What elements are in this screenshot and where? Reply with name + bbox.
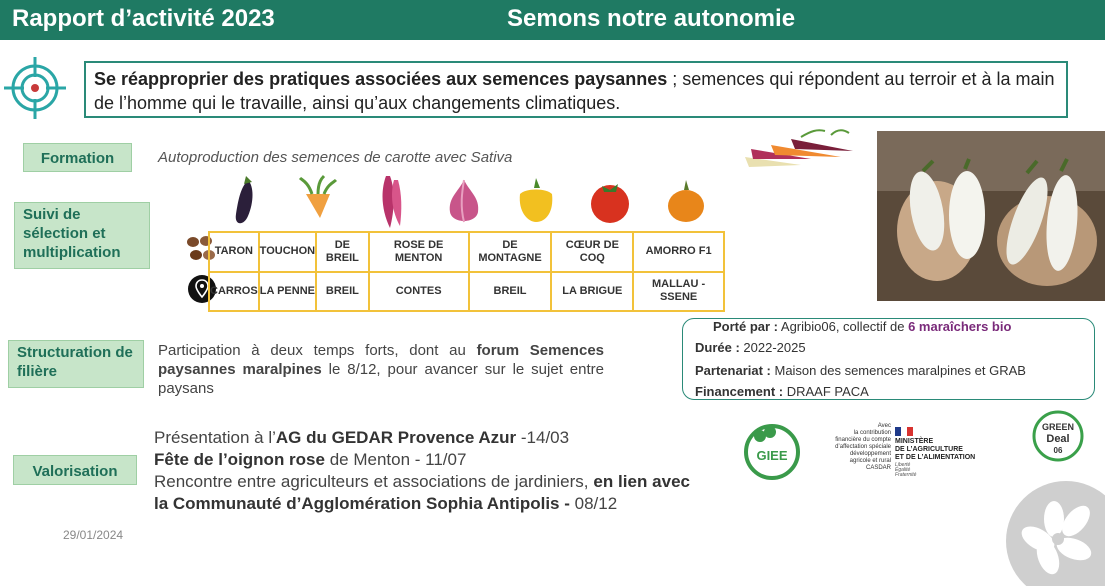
- variety-cell: CŒUR DE COQ: [551, 232, 633, 272]
- project-info-box: [682, 318, 1095, 400]
- variety-cell: TARON: [209, 232, 259, 272]
- val-l2a: Fête de l’oignon rose: [154, 450, 325, 469]
- partenariat-label: Partenariat :: [695, 363, 771, 378]
- porte-label: Porté par :: [713, 319, 779, 334]
- financement-line: [695, 384, 869, 399]
- val-l3a: Rencontre entre agriculteurs et associations de jardiniers,: [154, 472, 594, 491]
- green-deal-logo: [1030, 410, 1086, 462]
- ministere-line: MINISTÈRE: [895, 438, 934, 445]
- ministere-line: ET DE L’ALIMENTATION: [895, 454, 976, 461]
- republic-motto: [895, 463, 916, 478]
- place-cell: MALLAU -SSENE: [633, 272, 724, 312]
- bean-icon: [360, 172, 420, 230]
- formation-text: Autoproduction des semences de carotte avec Sativa: [158, 149, 513, 166]
- target-icon: [4, 57, 66, 119]
- squash-icon: [656, 172, 716, 230]
- duree-line: [695, 340, 806, 355]
- valorisation-line-3: [154, 471, 690, 515]
- document-date: 29/01/2024: [63, 528, 124, 542]
- structuration-text-2: le 8/12, pour avancer sur le sujet entre paysans: [158, 361, 604, 397]
- casdar-line: Avec: [877, 423, 891, 429]
- porte-value: Agribio06, collectif de: [778, 319, 909, 334]
- casdar-line: d’affectation spéciale: [835, 444, 891, 450]
- place-cell: CONTES: [369, 272, 469, 312]
- partenariat-value: Maison des semences maralpines et GRAB: [770, 363, 1026, 378]
- casdar-line: agricole et rural: [849, 458, 891, 464]
- tag-suivi: Suivi de sélection et multiplication: [14, 202, 150, 269]
- tag-valorisation: Valorisation: [13, 455, 137, 485]
- valorisation-text: [154, 427, 690, 515]
- french-flag-icon: [895, 427, 913, 436]
- place-cell: LA PENNE: [259, 272, 316, 312]
- val-l1a: Présentation à l’: [154, 428, 276, 447]
- green-text: GREEN: [1041, 422, 1075, 432]
- header-banner: [0, 0, 1105, 40]
- flower-decoration: [996, 471, 1105, 586]
- eggplant-photo: [877, 131, 1105, 301]
- structuration-forum: forum Semences paysannes maralpines: [158, 342, 604, 378]
- variety-cell: ROSE DE MENTON: [369, 232, 469, 272]
- deal-text: Deal: [1046, 433, 1070, 445]
- casdar-line: la contribution: [853, 430, 891, 436]
- valorisation-line-1: [154, 427, 690, 449]
- variety-cell: AMORRO F1: [633, 232, 724, 272]
- casdar-logo: [811, 423, 891, 475]
- table-row-places: [209, 272, 724, 312]
- val-l3b: en lien avec la Communauté d’Agglomération Sophia Antipolis -: [154, 472, 691, 513]
- ministere-logo: [895, 427, 987, 478]
- objective-bold: Se réapproprier des pratiques associées aux semences paysannes: [94, 69, 668, 89]
- casdar-line: CASDAR: [865, 465, 891, 471]
- financement-value: DRAAF PACA: [783, 384, 869, 399]
- structuration-text-1: Participation à deux temps forts, dont au: [158, 342, 477, 359]
- val-l2b: de Menton - 11/07: [324, 450, 467, 469]
- green-06-text: 06: [1053, 446, 1063, 455]
- motto-line: Fraternité: [895, 472, 917, 478]
- duree-value: 2022-2025: [739, 340, 806, 355]
- ministere-line: DE L’AGRICULTURE: [895, 446, 963, 453]
- partenariat-line: [695, 363, 1026, 378]
- report-title: Rapport d’activité 2023: [12, 5, 275, 32]
- valorisation-line-2: [154, 449, 690, 471]
- place-cell: CARROS: [209, 272, 259, 312]
- val-l1c: -14/03: [516, 428, 570, 447]
- casdar-line: financière du compte: [835, 437, 891, 443]
- place-cell: BREIL: [316, 272, 369, 312]
- tag-structuration: Structuration de filière: [8, 340, 144, 388]
- casdar-line: développement: [849, 451, 891, 457]
- giee-logo: [740, 422, 804, 480]
- tag-formation: Formation: [23, 143, 132, 172]
- table-row-varieties: [209, 232, 724, 272]
- duree-label: Durée :: [695, 340, 740, 355]
- ministere-text: [895, 438, 975, 462]
- objective-text: ; semences qui répondent au terroir et à la main de l’homme qui le travaille, ainsi qu’aux changements climatiques.: [94, 69, 1055, 113]
- section-title: Semons notre autonomie: [507, 5, 796, 32]
- financement-label: Financement :: [695, 384, 784, 399]
- varieties-table: [208, 231, 725, 312]
- place-cell: BREIL: [469, 272, 552, 312]
- place-cell: LA BRIGUE: [551, 272, 633, 312]
- variety-cell: DE MONTAGNE: [469, 232, 552, 272]
- variety-cell: DE BREIL: [316, 232, 369, 272]
- porte-par-line: [713, 319, 1011, 334]
- variety-cell: TOUCHON: [259, 232, 316, 272]
- porte-highlight: 6 maraîchers bio: [908, 319, 1012, 334]
- objective-box: [84, 61, 1068, 118]
- motto-line: Égalité: [895, 467, 911, 473]
- eggplant-icon: [214, 172, 274, 230]
- val-l1b: AG du GEDAR Provence Azur: [275, 428, 517, 447]
- carrots-illustration: [741, 127, 859, 175]
- structuration-text: [158, 341, 604, 398]
- vegetable-row: [208, 172, 724, 230]
- motto-line: Liberté: [895, 462, 911, 468]
- giee-text: GIEE: [756, 448, 788, 463]
- val-l3c: 08/12: [574, 494, 618, 513]
- onion-icon: [434, 172, 494, 230]
- carrot-icon: [288, 172, 348, 230]
- tomato-icon: [580, 172, 640, 230]
- pepper-icon: [506, 172, 566, 230]
